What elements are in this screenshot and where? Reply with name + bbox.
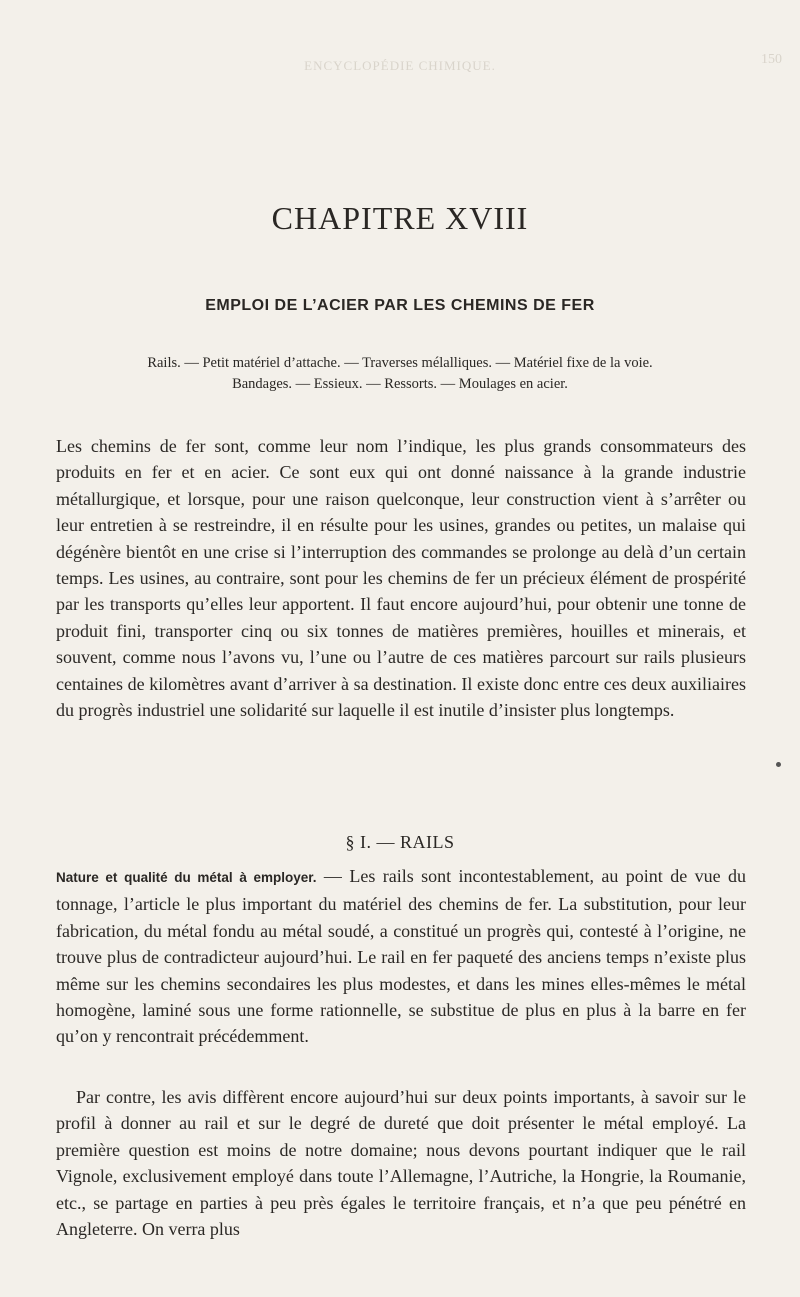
summary-line-1: Rails. — Petit matériel d’attache. — Traverses mélalliques. — Matériel fixe de la voie. <box>147 355 653 371</box>
summary-line-2: Bandages. — Essieux. — Ressorts. — Moulages en acier. <box>232 376 568 392</box>
chapter-title: CHAPITRE XVIII <box>271 200 529 236</box>
chapter-summary <box>0 353 800 395</box>
show-through-running-head: ENCYCLOPÉDIE CHIMIQUE. <box>304 58 496 73</box>
margin-dot <box>776 762 781 767</box>
intro-paragraph: Les chemins de fer sont, comme leur nom l’indique, les plus grands consommateurs des produits en fer et en acier. Ce sont eux qui ont donné naissance à la grande industrie métallurgique, et lorsque, pour une raison quelconque, leur construction vient à s’arrêter ou leur entretien à se restreindre, il en résulte pour les usines, grandes ou petites, un malaise qui dégénère bientôt en une crise si l’interruption des commandes se prolonge au delà d’un certain temps. Les usines, au contraire, sont pour les chemins de fer un précieux élément de prospérité par les transports qu’elles leur apportent. Il faut encore aujourd’hui, pour obtenir une tonne de produit fini, transporter cinq ou six tonnes de matières premières, houilles et minerais, et souvent, comme nous l’avons vu, l’une ou l’autre de ces matières parcourt sur rails plusieurs centaines de kilomètres avant d’arriver à sa destination. Il existe donc entre ces deux auxiliaires du progrès industriel une solidarité sur laquelle il est inutile d’insister plus longtemps. <box>56 436 746 721</box>
run-in-heading: Nature et qualité du métal à employer. <box>56 870 317 885</box>
section-title: § I. — RAILS <box>345 832 455 852</box>
show-through-page-number: 150 <box>761 52 782 67</box>
section-paragraph-1 <box>56 863 746 1050</box>
section-paragraph-2: Par contre, les avis diffèrent encore aujourd’hui sur deux points importants, à savoir sur le profil à donner au rail et sur le degré de dureté que doit présenter le métal employé. La première question est moins de notre domaine; nous devons pourtant indiquer que le rail Vignole, exclusivement employé dans toute l’Allemagne, l’Autriche, la Hongrie, la Roumanie, etc., se partage en parties à peu près égales le territoire français, et n’a que peu pénétré en Angleterre. On verra plus <box>56 1087 746 1240</box>
chapter-heading: EMPLOI DE L’ACIER PAR LES CHEMINS DE FER <box>205 297 595 314</box>
section-paragraph-1-text: — Les rails sont incontestablement, au point de vue du tonnage, l’article le plus important du matériel des chemins de fer. La substitution, pour leur fabrication, du métal fondu au métal soudé, a constitué un progrès qui, contesté à l’origine, ne trouve plus de contradicteur aujourd’hui. Le rail en fer paqueté des anciens temps n’existe plus même sur les chemins secondaires les plus modestes, et dans les mines elles-mêmes le métal homogène, laminé sous une forme rationnelle, se substitue de plus en plus à la barre en fer qu’on y rencontrait précédemment. <box>56 866 746 1047</box>
